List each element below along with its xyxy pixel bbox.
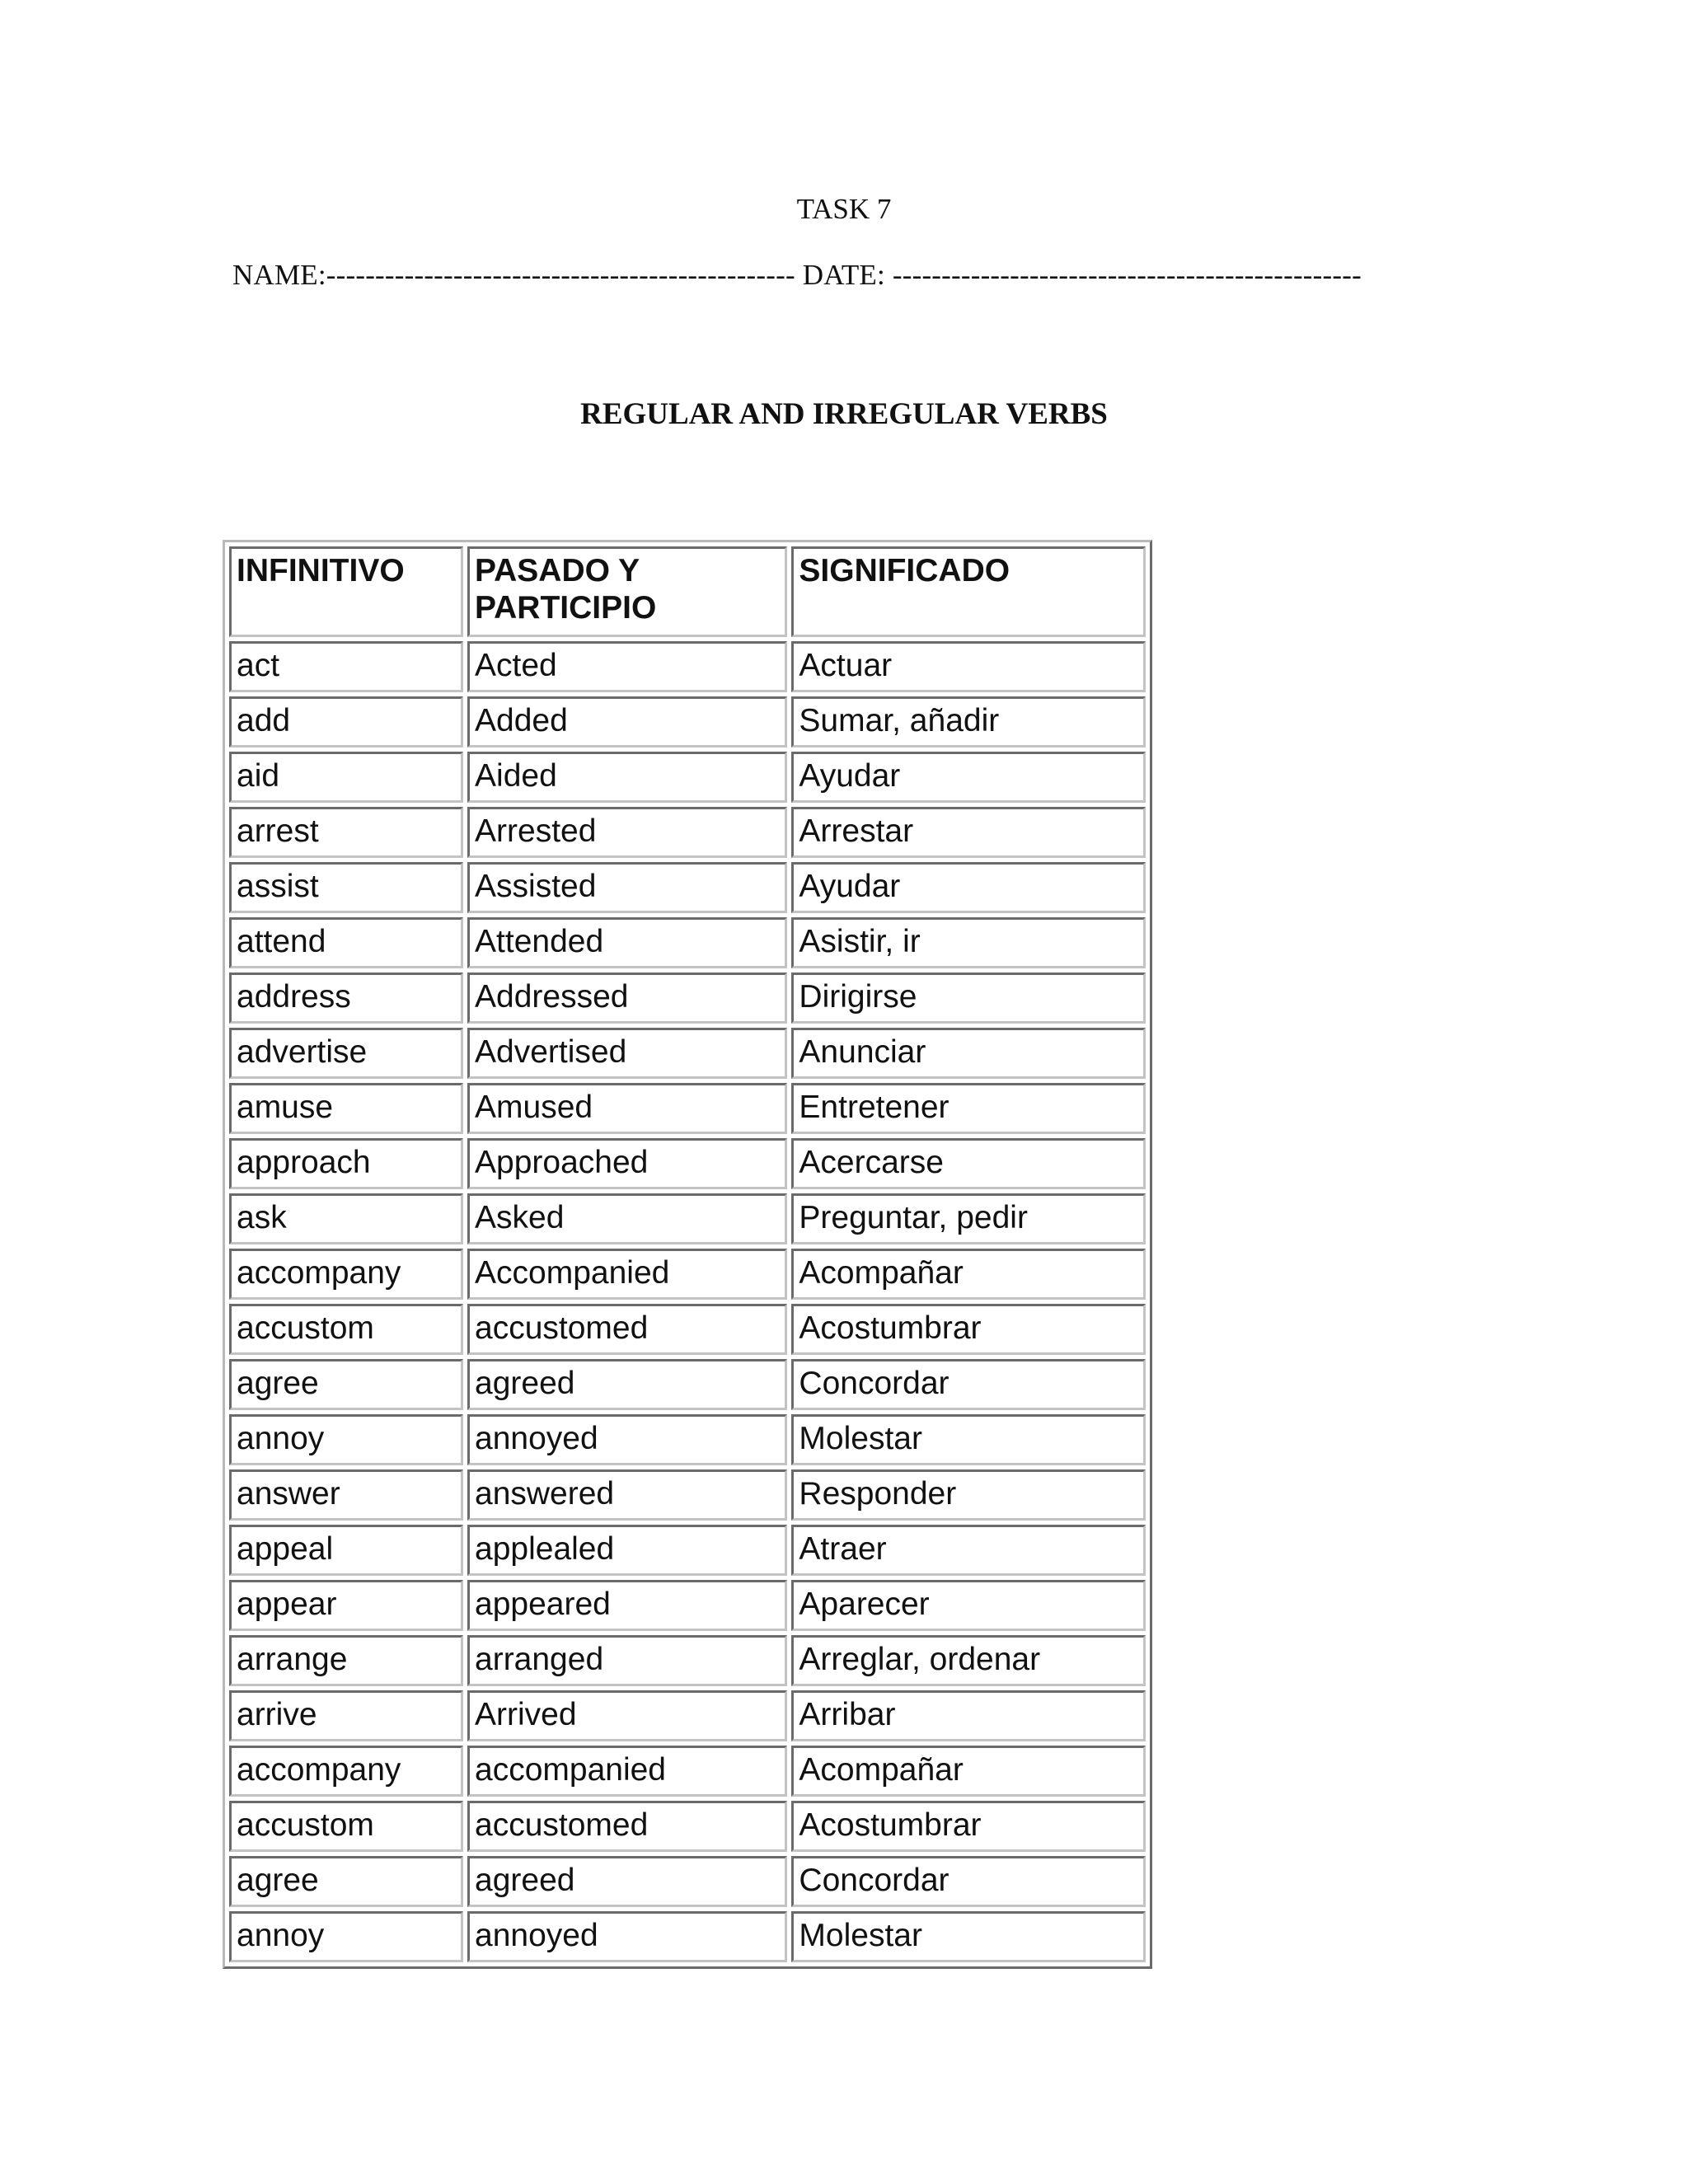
name-date-line: NAME:------------------------------------------------ DATE: ------------------------------------------------	[232, 259, 1362, 291]
verbs-table-body	[229, 641, 1146, 1962]
table-row	[229, 1304, 1146, 1355]
cell-significado: Preguntar, pedir	[791, 1193, 1146, 1244]
table-row	[229, 1359, 1146, 1410]
task-title: TASK 7	[796, 193, 892, 225]
cell-pasado-participio: annoyed	[467, 1414, 787, 1465]
column-header-pasado-participio: PASADO Y PARTICIPIO	[467, 546, 787, 637]
verbs-table	[223, 540, 1152, 1969]
cell-significado: Acompañar	[791, 1249, 1146, 1300]
verbs-table-header	[229, 546, 1146, 637]
table-row	[229, 1083, 1146, 1134]
table-row	[229, 972, 1146, 1024]
cell-pasado-participio: appeared	[467, 1580, 787, 1631]
table-row	[229, 696, 1146, 748]
cell-significado: Molestar	[791, 1911, 1146, 1962]
column-header-significado: SIGNIFICADO	[791, 546, 1146, 637]
cell-infinitivo: accustom	[229, 1304, 463, 1355]
table-row	[229, 1801, 1146, 1852]
cell-pasado-participio: Accompanied	[467, 1249, 787, 1300]
cell-significado: Acostumbrar	[791, 1801, 1146, 1852]
cell-pasado-participio: Assisted	[467, 862, 787, 913]
cell-infinitivo: amuse	[229, 1083, 463, 1134]
cell-pasado-participio: arranged	[467, 1635, 787, 1686]
cell-significado: Sumar, añadir	[791, 696, 1146, 748]
cell-pasado-participio: applealed	[467, 1525, 787, 1576]
cell-pasado-participio: Addressed	[467, 972, 787, 1024]
cell-infinitivo: appeal	[229, 1525, 463, 1576]
table-row	[229, 641, 1146, 692]
cell-pasado-participio: Asked	[467, 1193, 787, 1244]
cell-infinitivo: attend	[229, 917, 463, 968]
table-row	[229, 752, 1146, 803]
cell-significado: Dirigirse	[791, 972, 1146, 1024]
cell-pasado-participio: agreed	[467, 1359, 787, 1410]
cell-infinitivo: arrange	[229, 1635, 463, 1686]
cell-infinitivo: agree	[229, 1359, 463, 1410]
cell-significado: Anunciar	[791, 1028, 1146, 1079]
table-row	[229, 1469, 1146, 1521]
table-row	[229, 1635, 1146, 1686]
header-row	[229, 546, 1146, 637]
table-row	[229, 862, 1146, 913]
cell-pasado-participio: Arrested	[467, 807, 787, 858]
cell-infinitivo: accompany	[229, 1249, 463, 1300]
table-row	[229, 1028, 1146, 1079]
cell-significado: Asistir, ir	[791, 917, 1146, 968]
table-row	[229, 1249, 1146, 1300]
cell-infinitivo: agree	[229, 1856, 463, 1907]
cell-significado: Arreglar, ordenar	[791, 1635, 1146, 1686]
cell-pasado-participio: answered	[467, 1469, 787, 1521]
cell-infinitivo: ask	[229, 1193, 463, 1244]
cell-significado: Acostumbrar	[791, 1304, 1146, 1355]
cell-infinitivo: arrest	[229, 807, 463, 858]
cell-infinitivo: assist	[229, 862, 463, 913]
cell-infinitivo: approach	[229, 1138, 463, 1189]
cell-pasado-participio: accustomed	[467, 1304, 787, 1355]
cell-infinitivo: annoy	[229, 1911, 463, 1962]
table-row	[229, 807, 1146, 858]
table-row	[229, 1911, 1146, 1962]
cell-infinitivo: act	[229, 641, 463, 692]
cell-significado: Acompañar	[791, 1746, 1146, 1797]
cell-pasado-participio: Approached	[467, 1138, 787, 1189]
table-row	[229, 1580, 1146, 1631]
cell-infinitivo: annoy	[229, 1414, 463, 1465]
cell-infinitivo: add	[229, 696, 463, 748]
cell-significado: Ayudar	[791, 862, 1146, 913]
cell-pasado-participio: annoyed	[467, 1911, 787, 1962]
cell-infinitivo: appear	[229, 1580, 463, 1631]
table-row	[229, 1414, 1146, 1465]
cell-pasado-participio: agreed	[467, 1856, 787, 1907]
cell-significado: Arrestar	[791, 807, 1146, 858]
column-header-infinitivo: INFINITIVO	[229, 546, 463, 637]
cell-significado: Arribar	[791, 1690, 1146, 1741]
page-heading: REGULAR AND IRREGULAR VERBS	[580, 397, 1108, 431]
cell-pasado-participio: Advertised	[467, 1028, 787, 1079]
cell-pasado-participio: Acted	[467, 641, 787, 692]
cell-significado: Ayudar	[791, 752, 1146, 803]
cell-pasado-participio: Added	[467, 696, 787, 748]
cell-significado: Aparecer	[791, 1580, 1146, 1631]
cell-significado: Actuar	[791, 641, 1146, 692]
table-row	[229, 1746, 1146, 1797]
cell-significado: Acercarse	[791, 1138, 1146, 1189]
cell-significado: Molestar	[791, 1414, 1146, 1465]
cell-infinitivo: arrive	[229, 1690, 463, 1741]
table-row	[229, 1690, 1146, 1741]
cell-infinitivo: answer	[229, 1469, 463, 1521]
cell-infinitivo: advertise	[229, 1028, 463, 1079]
cell-significado: Responder	[791, 1469, 1146, 1521]
cell-pasado-participio: Amused	[467, 1083, 787, 1134]
cell-pasado-participio: accompanied	[467, 1746, 787, 1797]
cell-infinitivo: accustom	[229, 1801, 463, 1852]
table-row	[229, 917, 1146, 968]
cell-significado: Atraer	[791, 1525, 1146, 1576]
cell-pasado-participio: Aided	[467, 752, 787, 803]
table-row	[229, 1138, 1146, 1189]
cell-significado: Concordar	[791, 1856, 1146, 1907]
cell-significado: Concordar	[791, 1359, 1146, 1410]
cell-infinitivo: accompany	[229, 1746, 463, 1797]
table-row	[229, 1525, 1146, 1576]
cell-infinitivo: aid	[229, 752, 463, 803]
table-row	[229, 1856, 1146, 1907]
table-row	[229, 1193, 1146, 1244]
cell-significado: Entretener	[791, 1083, 1146, 1134]
cell-infinitivo: address	[229, 972, 463, 1024]
cell-pasado-participio: Attended	[467, 917, 787, 968]
cell-pasado-participio: Arrived	[467, 1690, 787, 1741]
cell-pasado-participio: accustomed	[467, 1801, 787, 1852]
